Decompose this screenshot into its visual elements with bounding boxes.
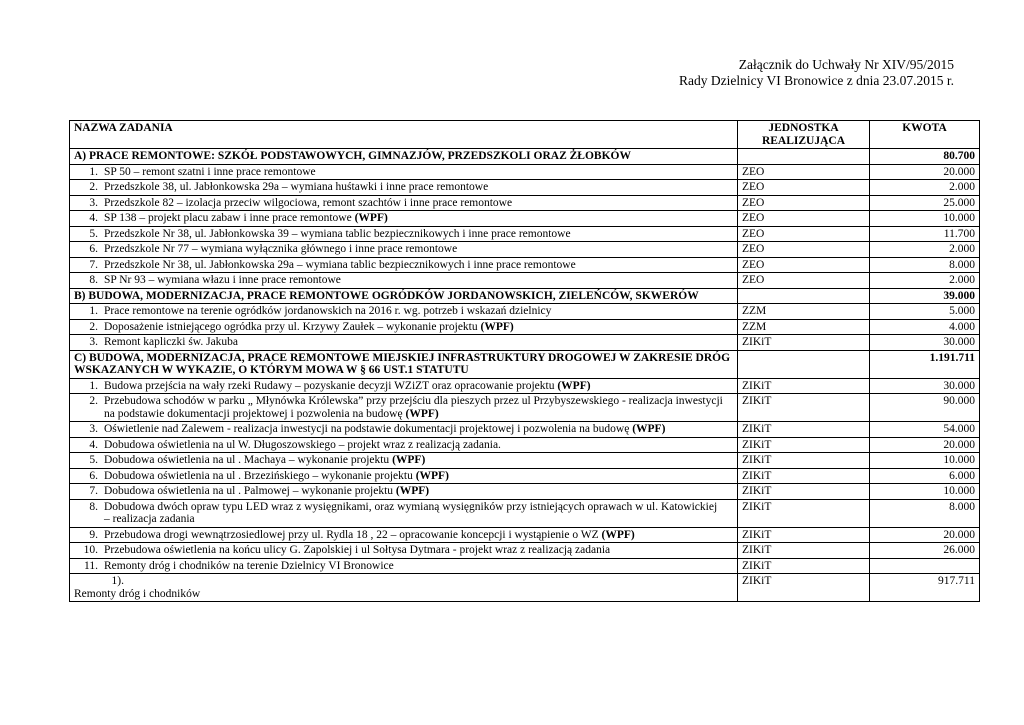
section-row bbox=[70, 288, 980, 304]
column-header-amount: KWOTA bbox=[870, 121, 980, 149]
table-row bbox=[70, 211, 980, 227]
task-unit: ZIKiT bbox=[738, 378, 870, 394]
table-header-row bbox=[70, 121, 980, 149]
task-name-cell bbox=[70, 394, 738, 422]
task-description bbox=[104, 544, 724, 557]
task-text: SP 50 – remont szatni i inne prace remontowe bbox=[104, 165, 316, 178]
wpf-tag: (WPF) bbox=[632, 423, 666, 435]
task-number: 2. bbox=[89, 395, 98, 407]
table-row bbox=[70, 558, 980, 574]
task-unit: ZEO bbox=[738, 273, 870, 289]
table-row bbox=[70, 257, 980, 273]
table-row bbox=[70, 499, 980, 527]
task-name-cell bbox=[70, 195, 738, 211]
table-row bbox=[70, 484, 980, 500]
task-number: 2. bbox=[89, 181, 98, 193]
column-header-unit: JEDNOSTKA REALIZUJĄCA bbox=[738, 121, 870, 149]
task-amount: 20.000 bbox=[870, 527, 980, 543]
wpf-tag: (WPF) bbox=[354, 212, 388, 224]
task-number: 1. bbox=[89, 165, 98, 178]
task-name-cell bbox=[70, 257, 738, 273]
task-amount: 30.000 bbox=[870, 378, 980, 394]
task-unit: ZEO bbox=[738, 195, 870, 211]
task-unit: ZEO bbox=[738, 211, 870, 227]
task-number: 3. bbox=[89, 423, 98, 435]
task-name-cell bbox=[70, 468, 738, 484]
section-unit-cell bbox=[738, 350, 870, 378]
task-amount: 2.000 bbox=[870, 180, 980, 196]
task-amount: 11.700 bbox=[870, 226, 980, 242]
section-amount: 1.191.711 bbox=[870, 350, 980, 378]
task-unit: ZIKiT bbox=[738, 422, 870, 438]
task-name-cell bbox=[70, 543, 738, 559]
task-number: 1). bbox=[111, 575, 124, 587]
task-amount: 10.000 bbox=[870, 453, 980, 469]
table-row bbox=[70, 574, 980, 602]
table-row bbox=[70, 437, 980, 453]
task-name-cell bbox=[70, 499, 738, 527]
task-text: SP Nr 93 – wymiana włazu i inne prace remontowe bbox=[104, 274, 341, 286]
table-row bbox=[70, 319, 980, 335]
task-unit: ZIKiT bbox=[738, 527, 870, 543]
task-text: Przedszkole Nr 38, ul. Jabłonkowska 29a – wymiana tablic bezpiecznikowych i inne prace remontowe bbox=[104, 258, 576, 271]
task-text: Remont kapliczki św. Jakuba bbox=[104, 336, 239, 348]
task-description bbox=[104, 212, 724, 225]
task-description bbox=[104, 243, 724, 256]
task-amount: 20.000 bbox=[870, 164, 980, 180]
task-text: Dobudowa dwóch opraw typu LED wraz z wysięgnikami, oraz wymianą wysięgników przy istniejących oprawach w ul. Katowickiej – realizacja zadania bbox=[104, 500, 718, 525]
task-number: 3. bbox=[89, 196, 98, 209]
task-amount: 90.000 bbox=[870, 394, 980, 422]
task-name-cell bbox=[70, 242, 738, 258]
task-description bbox=[104, 197, 724, 210]
task-unit: ZIKiT bbox=[738, 484, 870, 500]
task-number: 1. bbox=[89, 379, 98, 392]
task-name-cell bbox=[70, 558, 738, 574]
task-name-cell bbox=[70, 527, 738, 543]
task-name-cell bbox=[70, 484, 738, 500]
task-amount: 10.000 bbox=[870, 211, 980, 227]
task-amount bbox=[870, 558, 980, 574]
task-text: Doposażenie istniejącego ogródka przy ul. Krzywy Zaułek – wykonanie projektu bbox=[104, 320, 481, 333]
task-number: 4. bbox=[89, 212, 98, 224]
task-unit: ZIKiT bbox=[738, 335, 870, 351]
task-name-cell bbox=[70, 273, 738, 289]
table-row bbox=[70, 195, 980, 211]
task-text: Przebudowa schodów w parku „ Młynówka Królewska” przy przejściu dla pieszych przez ul Przybyszewskiego - realizacja inwestycji na podstawie dokumentacji projektowej i pozwolenia na budowę bbox=[104, 395, 723, 420]
task-description bbox=[104, 470, 724, 483]
task-text: Przedszkole 38, ul. Jabłonkowska 29a – wymiana huśtawki i inne prace remontowe bbox=[104, 181, 489, 193]
wpf-tag: (WPF) bbox=[392, 454, 426, 466]
task-name-cell bbox=[70, 437, 738, 453]
task-amount: 25.000 bbox=[870, 195, 980, 211]
task-description bbox=[104, 560, 724, 573]
column-header-name: NAZWA ZADANIA bbox=[70, 121, 738, 149]
task-description bbox=[104, 395, 724, 420]
task-number: 4. bbox=[89, 438, 98, 451]
task-text: Dobudowa oświetlenia na ul . Palmowej – wykonanie projektu bbox=[104, 485, 396, 497]
task-number: 5. bbox=[89, 454, 98, 466]
task-text: Przedszkole Nr 38, ul. Jabłonkowska 39 – wymiana tablic bezpiecznikowych i inne prace remontowe bbox=[104, 227, 571, 240]
task-amount: 8.000 bbox=[870, 257, 980, 273]
section-title: A) PRACE REMONTOWE: SZKÓŁ PODSTAWOWYCH, GIMNAZJÓW, PRZEDSZKOLI ORAZ ŻŁOBKÓW bbox=[70, 149, 738, 165]
task-unit: ZZM bbox=[738, 304, 870, 320]
task-amount: 917.711 bbox=[870, 574, 980, 602]
table-row bbox=[70, 242, 980, 258]
task-number: 7. bbox=[89, 485, 98, 497]
task-text: Przedszkole 82 – izolacja przeciw wilgociowa, remont szachtów i inne prace remontowe bbox=[104, 196, 513, 209]
task-amount: 54.000 bbox=[870, 422, 980, 438]
task-amount: 2.000 bbox=[870, 273, 980, 289]
task-unit: ZEO bbox=[738, 226, 870, 242]
table-row bbox=[70, 304, 980, 320]
task-unit: ZIKiT bbox=[738, 543, 870, 559]
task-amount: 2.000 bbox=[870, 242, 980, 258]
section-amount: 39.000 bbox=[870, 288, 980, 304]
task-description bbox=[104, 259, 724, 272]
task-unit: ZIKiT bbox=[738, 437, 870, 453]
task-number: 8. bbox=[89, 500, 98, 513]
task-description bbox=[104, 181, 724, 194]
header-council-line: Rady Dzielnicy VI Bronowice z dnia 23.07.2015 r. bbox=[679, 73, 954, 88]
task-name-cell bbox=[70, 378, 738, 394]
section-unit-cell bbox=[738, 149, 870, 165]
task-name-cell bbox=[70, 453, 738, 469]
task-number: 7. bbox=[89, 258, 98, 271]
task-description bbox=[104, 274, 724, 287]
task-name-cell bbox=[70, 211, 738, 227]
section-title: C) BUDOWA, MODERNIZACJA, PRACE REMONTOWE MIEJSKIEJ INFRASTRUKTURY DROGOWEJ W ZAKRESIE DRÓG WSKAZANYCH W WYKAZIE, O KTÓRYM MOWA W § 66 UST.1 STATUTU bbox=[70, 350, 738, 378]
task-unit: ZIKiT bbox=[738, 468, 870, 484]
task-description bbox=[104, 321, 724, 334]
table-row bbox=[70, 180, 980, 196]
wpf-tag: (WPF) bbox=[601, 528, 635, 541]
task-unit: ZIKiT bbox=[738, 499, 870, 527]
task-unit: ZEO bbox=[738, 257, 870, 273]
task-name-cell bbox=[70, 180, 738, 196]
task-text: Dobudowa oświetlenia na ul . Machaya – wykonanie projektu bbox=[104, 454, 393, 466]
task-text: Oświetlenie nad Zalewem - realizacja inwestycji na podstawie dokumentacji projektowej i pozwolenia na budowę bbox=[104, 423, 633, 435]
table-row bbox=[70, 226, 980, 242]
task-description bbox=[104, 166, 724, 179]
task-number: 10. bbox=[83, 544, 98, 556]
task-unit: ZIKiT bbox=[738, 574, 870, 602]
task-description bbox=[104, 485, 724, 498]
task-description bbox=[104, 228, 724, 241]
tasks-table bbox=[69, 120, 980, 602]
task-name-cell bbox=[70, 335, 738, 351]
task-name-cell bbox=[70, 574, 738, 602]
table-row bbox=[70, 273, 980, 289]
table-row bbox=[70, 378, 980, 394]
task-unit: ZIKiT bbox=[738, 453, 870, 469]
task-number: 9. bbox=[89, 528, 98, 541]
task-amount: 10.000 bbox=[870, 484, 980, 500]
task-text: Dobudowa oświetlenia na ul W. Długoszowskiego – projekt wraz z realizacją zadania. bbox=[104, 438, 501, 451]
task-text: SP 138 – projekt placu zabaw i inne prace remontowe bbox=[104, 212, 355, 224]
table-row bbox=[70, 164, 980, 180]
table-row bbox=[70, 468, 980, 484]
task-unit: ZEO bbox=[738, 164, 870, 180]
header-attachment-line: Załącznik do Uchwały Nr XIV/95/2015 bbox=[738, 57, 954, 72]
section-title: B) BUDOWA, MODERNIZACJA, PRACE REMONTOWE OGRÓDKÓW JORDANOWSKICH, ZIELEŃCÓW, SKWERÓW bbox=[70, 288, 738, 304]
table-row bbox=[70, 335, 980, 351]
task-number: 2. bbox=[89, 320, 98, 333]
table-row bbox=[70, 422, 980, 438]
task-text: Prace remontowe na terenie ogródków jordanowskich na 2016 r. wg. potrzeb i wskazań dzielnicy bbox=[104, 305, 552, 317]
task-amount: 5.000 bbox=[870, 304, 980, 320]
task-description bbox=[104, 454, 724, 467]
wpf-tag: (WPF) bbox=[557, 379, 591, 392]
wpf-tag: (WPF) bbox=[405, 407, 439, 420]
task-number: 6. bbox=[89, 469, 98, 482]
task-description bbox=[104, 380, 724, 393]
task-text: Remonty dróg i chodników bbox=[74, 587, 201, 600]
document-header bbox=[679, 57, 954, 89]
task-name-cell bbox=[70, 226, 738, 242]
task-description bbox=[104, 423, 724, 436]
wpf-tag: (WPF) bbox=[395, 485, 430, 497]
task-description bbox=[104, 529, 724, 542]
task-number: 3. bbox=[89, 336, 98, 348]
task-unit: ZEO bbox=[738, 180, 870, 196]
section-row bbox=[70, 350, 980, 378]
section-row bbox=[70, 149, 980, 165]
task-number: 8. bbox=[89, 274, 98, 286]
task-text: Remonty dróg i chodników na terenie Dzielnicy VI Bronowice bbox=[104, 559, 394, 572]
task-unit: ZIKiT bbox=[738, 394, 870, 422]
table-row bbox=[70, 394, 980, 422]
table-row bbox=[70, 543, 980, 559]
task-text: Przebudowa drogi wewnątrzosiedlowej przy ul. Rydla 18 , 22 – opracowanie koncepcji i wystąpienie o WZ bbox=[104, 528, 602, 541]
task-name-cell bbox=[70, 422, 738, 438]
task-unit: ZEO bbox=[738, 242, 870, 258]
task-text: Przedszkole Nr 77 – wymiana wyłącznika głównego i inne prace remontowe bbox=[104, 243, 458, 255]
task-number: 5. bbox=[89, 227, 98, 240]
section-unit-cell bbox=[738, 288, 870, 304]
task-description bbox=[74, 588, 694, 601]
task-number: 6. bbox=[89, 243, 98, 255]
task-unit: ZIKiT bbox=[738, 558, 870, 574]
task-amount: 8.000 bbox=[870, 499, 980, 527]
task-amount: 20.000 bbox=[870, 437, 980, 453]
task-name-cell bbox=[70, 319, 738, 335]
task-amount: 4.000 bbox=[870, 319, 980, 335]
task-amount: 6.000 bbox=[870, 468, 980, 484]
table-row bbox=[70, 527, 980, 543]
task-unit: ZZM bbox=[738, 319, 870, 335]
task-description bbox=[104, 305, 724, 318]
task-text: Przebudowa oświetlenia na końcu ulicy G. Zapolskiej i ul Sołtysa Dytmara - projekt wraz z realizacją zadania bbox=[104, 544, 611, 556]
task-amount: 30.000 bbox=[870, 335, 980, 351]
task-text: Budowa przejścia na wały rzeki Rudawy – pozyskanie decyzji WZiZT oraz opracowanie projektu bbox=[104, 379, 558, 392]
wpf-tag: (WPF) bbox=[415, 469, 449, 482]
task-name-cell bbox=[70, 304, 738, 320]
task-number: 11. bbox=[84, 559, 98, 572]
task-name-cell bbox=[70, 164, 738, 180]
task-amount: 26.000 bbox=[870, 543, 980, 559]
wpf-tag: (WPF) bbox=[480, 320, 514, 333]
task-number: 1. bbox=[89, 305, 98, 317]
task-description bbox=[104, 439, 724, 452]
task-description bbox=[104, 501, 724, 526]
table-row bbox=[70, 453, 980, 469]
task-text: Dobudowa oświetlenia na ul . Brzezińskiego – wykonanie projektu bbox=[104, 469, 416, 482]
task-description bbox=[104, 336, 724, 349]
section-amount: 80.700 bbox=[870, 149, 980, 165]
